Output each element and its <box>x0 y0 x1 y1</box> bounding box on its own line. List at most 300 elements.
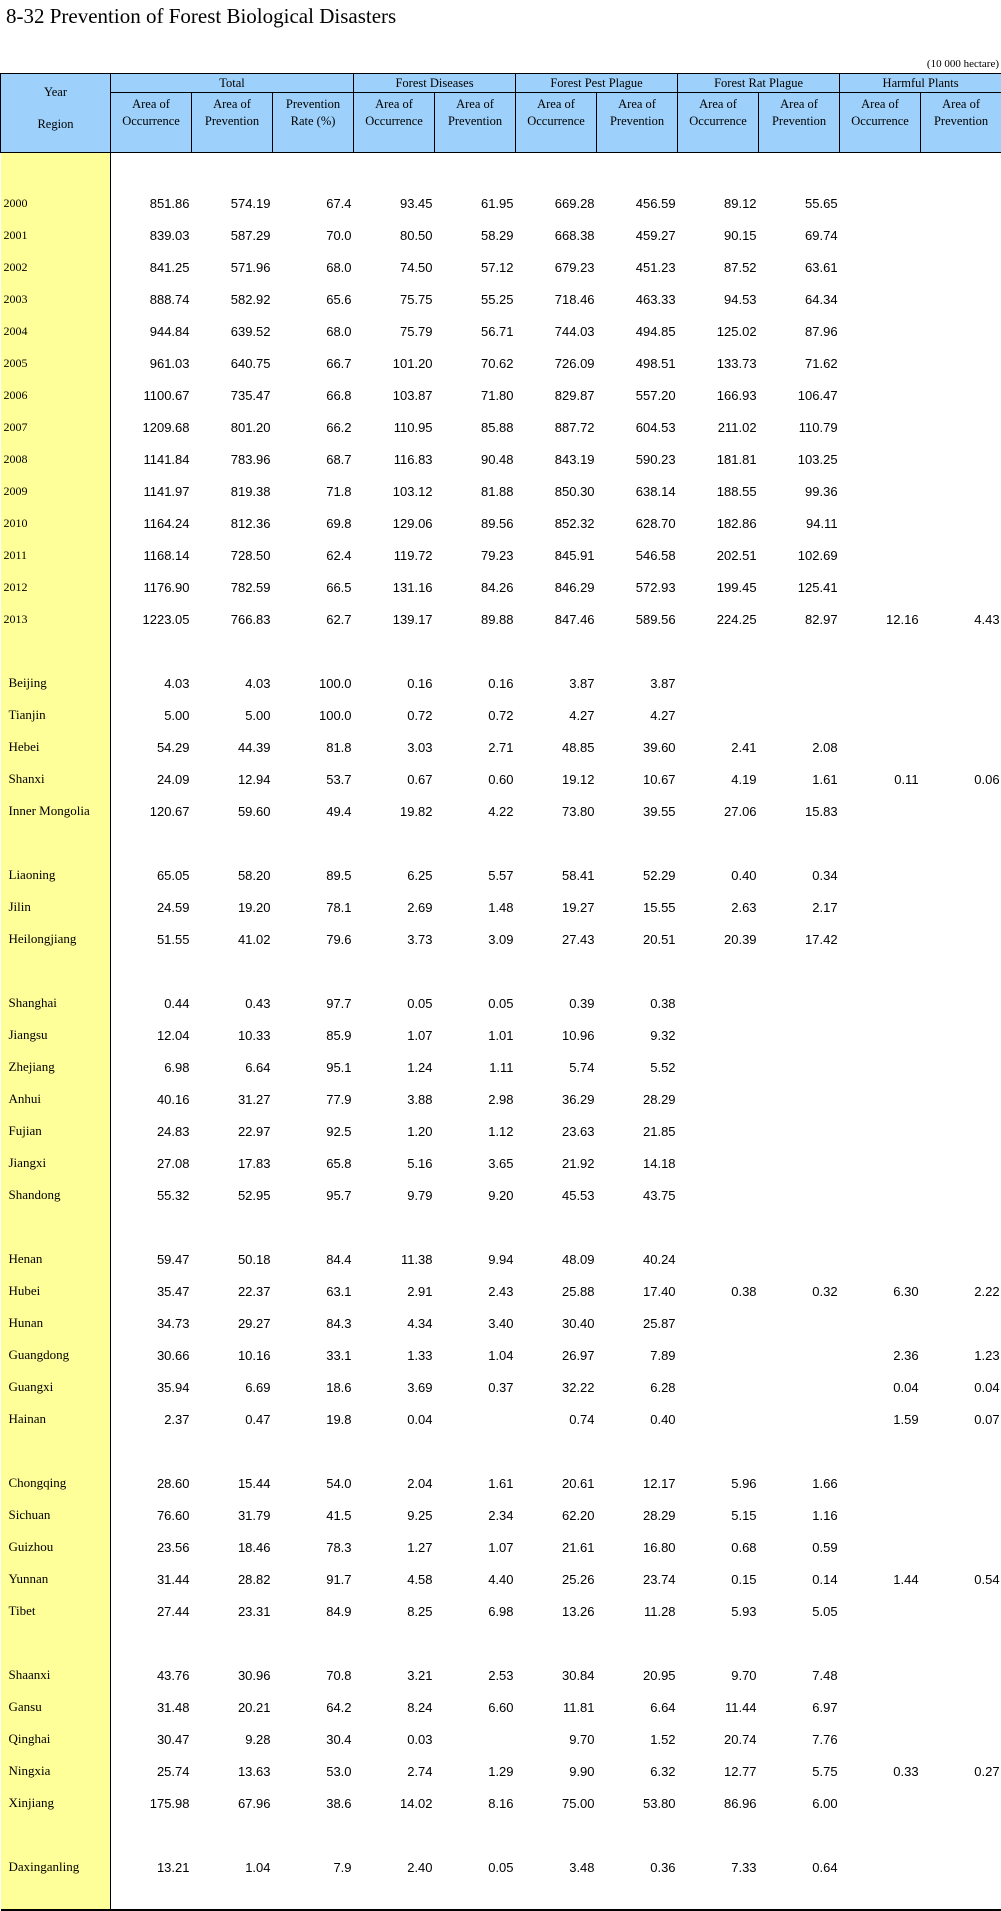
value-cell: 6.25 <box>407 867 433 883</box>
value-cell: 13.63 <box>237 1763 271 1779</box>
value-cell: 89.88 <box>480 611 514 627</box>
value-cell <box>759 987 840 1019</box>
value-cell: 944.84 <box>149 323 190 339</box>
region-row <box>1 1083 1001 1115</box>
value-cell: 94.53 <box>724 291 757 307</box>
region-row <box>1 699 1001 731</box>
value-cell: 24.59 <box>156 899 190 915</box>
value-cell <box>921 795 1001 827</box>
value-cell: 582.92 <box>230 291 271 307</box>
blank-cell <box>840 635 921 667</box>
value-cell <box>840 283 921 315</box>
value-cell: 0.72 <box>407 707 433 723</box>
value-cell: 845.91 <box>554 547 595 563</box>
blank-cell <box>597 1211 678 1243</box>
value-cell: 718.46 <box>554 291 595 307</box>
region-label: Jilin <box>1 891 111 923</box>
region-row <box>1 1403 1001 1435</box>
value-cell: 131.16 <box>392 579 433 595</box>
value-cell: 91.7 <box>326 1571 352 1587</box>
blank-cell <box>354 1819 435 1851</box>
blank-cell <box>840 1883 921 1910</box>
value-cell: 9.70 <box>569 1731 595 1747</box>
value-cell <box>921 1179 1001 1211</box>
value-cell: 87.52 <box>724 259 757 275</box>
value-cell: 89.56 <box>480 515 514 531</box>
value-cell <box>840 1659 921 1691</box>
value-cell: 29.27 <box>237 1315 271 1331</box>
value-cell <box>840 1787 921 1819</box>
value-cell: 0.72 <box>488 707 514 723</box>
group-total: Total <box>111 74 354 93</box>
value-cell: 829.87 <box>554 387 595 403</box>
value-cell: 2.53 <box>488 1667 514 1683</box>
value-cell <box>678 1051 759 1083</box>
value-cell: 3.40 <box>488 1315 514 1331</box>
value-cell: 14.18 <box>643 1155 676 1171</box>
value-cell <box>759 1051 840 1083</box>
value-cell <box>840 1851 921 1883</box>
value-cell: 110.95 <box>393 419 433 435</box>
value-cell <box>840 731 921 763</box>
subheader-cell: Area of Occurrence <box>840 93 921 153</box>
value-cell: 75.79 <box>399 323 433 339</box>
region-label: Shanxi <box>1 763 111 795</box>
blank-cell <box>111 1883 192 1910</box>
value-cell <box>759 1403 840 1435</box>
value-cell: 87.96 <box>805 323 838 339</box>
blank-cell <box>273 1819 354 1851</box>
value-cell: 0.39 <box>569 995 595 1011</box>
value-cell: 0.64 <box>812 1859 838 1875</box>
value-cell: 2.74 <box>407 1763 433 1779</box>
year-label: 2000 <box>1 187 111 219</box>
value-cell: 27.44 <box>156 1603 190 1619</box>
value-cell: 6.00 <box>812 1795 838 1811</box>
region-label: Hunan <box>1 1307 111 1339</box>
value-cell: 84.4 <box>326 1251 352 1267</box>
value-cell: 1.48 <box>488 899 514 915</box>
value-cell: 90.48 <box>480 451 514 467</box>
row-header-blank <box>1 635 111 667</box>
value-cell: 20.21 <box>237 1699 271 1715</box>
year-row <box>1 187 1001 219</box>
value-cell: 0.37 <box>488 1379 514 1395</box>
blank-cell <box>678 1883 759 1910</box>
value-cell: 9.79 <box>407 1187 433 1203</box>
value-cell: 7.48 <box>812 1667 838 1683</box>
disaster-table <box>0 73 1001 1911</box>
value-cell: 22.37 <box>237 1283 271 1299</box>
value-cell: 89.5 <box>326 867 352 883</box>
value-cell: 7.89 <box>650 1347 676 1363</box>
value-cell <box>840 1083 921 1115</box>
value-cell <box>840 987 921 1019</box>
value-cell: 62.4 <box>326 547 352 563</box>
blank-cell <box>111 1435 192 1467</box>
blank-cell <box>597 153 678 188</box>
blank-cell <box>354 1211 435 1243</box>
value-cell: 94.11 <box>805 515 838 531</box>
value-cell: 120.67 <box>149 803 190 819</box>
value-cell: 0.11 <box>894 771 919 787</box>
region-label: Anhui <box>1 1083 111 1115</box>
region-row <box>1 1147 1001 1179</box>
value-cell: 0.03 <box>407 1731 433 1747</box>
value-cell: 78.3 <box>326 1539 352 1555</box>
region-row <box>1 987 1001 1019</box>
year-row <box>1 443 1001 475</box>
row-header-blank <box>1 955 111 987</box>
value-cell: 782.59 <box>230 579 271 595</box>
header-corner <box>1 74 111 153</box>
value-cell: 30.96 <box>237 1667 271 1683</box>
year-label: 2004 <box>1 315 111 347</box>
row-header-blank <box>1 1883 111 1910</box>
value-cell <box>921 347 1001 379</box>
value-cell: 28.82 <box>237 1571 271 1587</box>
value-cell: 640.75 <box>230 355 271 371</box>
value-cell: 9.25 <box>407 1507 433 1523</box>
value-cell: 43.76 <box>156 1667 190 1683</box>
value-cell: 9.20 <box>488 1187 514 1203</box>
value-cell: 27.06 <box>724 803 757 819</box>
value-cell: 9.94 <box>488 1251 514 1267</box>
region-label: Gansu <box>1 1691 111 1723</box>
value-cell: 20.39 <box>724 931 757 947</box>
blank-cell <box>516 827 597 859</box>
value-cell: 2.36 <box>893 1347 919 1363</box>
value-cell <box>840 539 921 571</box>
value-cell: 0.74 <box>569 1411 595 1427</box>
value-cell: 6.69 <box>245 1379 271 1395</box>
value-cell: 18.6 <box>326 1379 352 1395</box>
value-cell: 726.09 <box>554 355 595 371</box>
value-cell: 85.9 <box>326 1027 352 1043</box>
value-cell <box>921 1115 1001 1147</box>
blank-cell <box>678 1819 759 1851</box>
value-cell: 31.44 <box>156 1571 190 1587</box>
value-cell: 6.64 <box>245 1059 271 1075</box>
blank-cell <box>678 1627 759 1659</box>
region-row <box>1 1851 1001 1883</box>
value-cell: 39.55 <box>643 803 676 819</box>
value-cell: 86.96 <box>724 1795 757 1811</box>
value-cell: 12.94 <box>237 771 271 787</box>
value-cell: 11.44 <box>724 1699 757 1715</box>
blank-cell <box>840 153 921 188</box>
region-label: Xinjiang <box>1 1787 111 1819</box>
value-cell: 71.62 <box>805 355 838 371</box>
region-label: Jiangxi <box>1 1147 111 1179</box>
value-cell <box>678 667 759 699</box>
value-cell <box>921 859 1001 891</box>
value-cell: 3.69 <box>407 1379 433 1395</box>
year-label: 2006 <box>1 379 111 411</box>
value-cell: 1.27 <box>407 1539 433 1555</box>
region-label: Tianjin <box>1 699 111 731</box>
blank-cell <box>516 1211 597 1243</box>
value-cell: 27.43 <box>561 931 595 947</box>
spacer-row <box>1 1819 1001 1851</box>
value-cell: 57.12 <box>480 259 514 275</box>
blank-cell <box>273 1435 354 1467</box>
value-cell: 17.42 <box>805 931 838 947</box>
value-cell: 48.09 <box>561 1251 595 1267</box>
value-cell: 494.85 <box>635 323 676 339</box>
value-cell <box>435 1403 516 1435</box>
blank-cell <box>597 1819 678 1851</box>
value-cell: 58.41 <box>561 867 595 883</box>
row-header-blank <box>1 1627 111 1659</box>
value-cell: 78.1 <box>326 899 352 915</box>
value-cell: 0.47 <box>245 1411 271 1427</box>
value-cell: 3.21 <box>407 1667 433 1683</box>
region-row <box>1 1723 1001 1755</box>
group-forest-rat-plague: Forest Rat Plague <box>678 74 840 93</box>
blank-cell <box>273 1211 354 1243</box>
value-cell: 65.05 <box>156 867 190 883</box>
blank-cell <box>759 1211 840 1243</box>
value-cell: 103.87 <box>392 387 433 403</box>
value-cell: 6.60 <box>488 1699 514 1715</box>
blank-cell <box>354 1627 435 1659</box>
value-cell: 95.7 <box>326 1187 352 1203</box>
blank-cell <box>597 1435 678 1467</box>
blank-cell <box>273 827 354 859</box>
group-harmful-plants: Harmful Plants <box>840 74 1001 93</box>
value-cell: 84.26 <box>480 579 514 595</box>
value-cell: 65.6 <box>326 291 352 307</box>
value-cell <box>840 667 921 699</box>
region-label: Guangxi <box>1 1371 111 1403</box>
region-row <box>1 1275 1001 1307</box>
region-row <box>1 763 1001 795</box>
blank-cell <box>840 827 921 859</box>
region-row <box>1 1467 1001 1499</box>
value-cell <box>840 1115 921 1147</box>
region-row <box>1 1787 1001 1819</box>
value-cell: 25.26 <box>561 1571 595 1587</box>
blank-cell <box>759 153 840 188</box>
value-cell: 639.52 <box>230 323 271 339</box>
value-cell: 4.27 <box>569 707 595 723</box>
blank-cell <box>921 635 1001 667</box>
value-cell: 119.72 <box>393 547 433 563</box>
value-cell: 0.05 <box>488 995 514 1011</box>
value-cell: 23.74 <box>643 1571 676 1587</box>
value-cell: 846.29 <box>554 579 595 595</box>
blank-cell <box>759 1819 840 1851</box>
value-cell: 852.32 <box>554 515 595 531</box>
value-cell: 68.7 <box>326 451 352 467</box>
group-forest-diseases: Forest Diseases <box>354 74 516 93</box>
spacer-row <box>1 955 1001 987</box>
value-cell: 728.50 <box>230 547 271 563</box>
value-cell: 850.30 <box>554 483 595 499</box>
value-cell: 70.0 <box>326 227 352 243</box>
value-cell: 1.33 <box>407 1347 433 1363</box>
value-cell: 0.06 <box>974 771 1000 787</box>
value-cell: 3.48 <box>569 1859 595 1875</box>
row-header-blank <box>1 827 111 859</box>
value-cell <box>921 731 1001 763</box>
value-cell <box>840 187 921 219</box>
blank-cell <box>921 1819 1001 1851</box>
value-cell: 0.44 <box>164 995 190 1011</box>
value-cell: 12.77 <box>724 1763 757 1779</box>
value-cell: 10.96 <box>561 1027 595 1043</box>
value-cell: 0.67 <box>407 771 433 787</box>
value-cell: 4.58 <box>407 1571 433 1587</box>
value-cell: 19.27 <box>561 899 595 915</box>
blank-cell <box>597 827 678 859</box>
region-row <box>1 923 1001 955</box>
value-cell <box>840 1243 921 1275</box>
value-cell: 546.58 <box>635 547 676 563</box>
value-cell: 1141.84 <box>143 451 190 467</box>
value-cell: 129.06 <box>392 515 433 531</box>
region-label: Tibet <box>1 1595 111 1627</box>
value-cell: 40.24 <box>643 1251 676 1267</box>
year-row <box>1 315 1001 347</box>
region-row <box>1 731 1001 763</box>
value-cell: 9.90 <box>569 1763 595 1779</box>
value-cell <box>678 1307 759 1339</box>
blank-cell <box>516 1819 597 1851</box>
value-cell <box>921 891 1001 923</box>
spacer-row <box>1 635 1001 667</box>
value-cell <box>759 667 840 699</box>
value-cell: 22.97 <box>237 1123 271 1139</box>
blank-cell <box>111 1211 192 1243</box>
value-cell: 744.03 <box>554 323 595 339</box>
value-cell: 5.74 <box>569 1059 595 1075</box>
value-cell <box>759 699 840 731</box>
value-cell: 55.65 <box>805 195 838 211</box>
value-cell: 28.29 <box>643 1091 676 1107</box>
value-cell: 35.47 <box>156 1283 190 1299</box>
value-cell: 0.54 <box>974 1571 1000 1587</box>
value-cell: 30.47 <box>156 1731 190 1747</box>
value-cell: 0.05 <box>488 1859 514 1875</box>
blank-cell <box>192 1211 273 1243</box>
value-cell <box>840 699 921 731</box>
region-label: Heilongjiang <box>1 923 111 955</box>
region-label: Beijing <box>1 667 111 699</box>
value-cell: 90.15 <box>724 227 757 243</box>
value-cell <box>840 859 921 891</box>
value-cell: 843.19 <box>554 451 595 467</box>
value-cell: 679.23 <box>554 259 595 275</box>
value-cell: 11.28 <box>643 1603 676 1619</box>
value-cell: 53.80 <box>643 1795 676 1811</box>
value-cell: 48.85 <box>561 739 595 755</box>
value-cell: 6.98 <box>164 1059 190 1075</box>
value-cell: 41.02 <box>237 931 271 947</box>
value-cell: 52.95 <box>237 1187 271 1203</box>
value-cell: 23.31 <box>237 1603 271 1619</box>
region-row <box>1 667 1001 699</box>
value-cell: 3.73 <box>407 931 433 947</box>
value-cell <box>921 1019 1001 1051</box>
value-cell: 202.51 <box>716 547 757 563</box>
blank-cell <box>921 955 1001 987</box>
value-cell: 2.98 <box>488 1091 514 1107</box>
value-cell: 13.26 <box>561 1603 595 1619</box>
region-label: Liaoning <box>1 859 111 891</box>
value-cell <box>678 1083 759 1115</box>
value-cell: 1141.97 <box>143 483 190 499</box>
value-cell: 25.74 <box>156 1763 190 1779</box>
blank-cell <box>111 153 192 188</box>
value-cell: 2.37 <box>164 1411 190 1427</box>
value-cell: 53.7 <box>326 771 352 787</box>
value-cell: 5.57 <box>488 867 514 883</box>
value-cell: 58.20 <box>237 867 271 883</box>
value-cell <box>840 379 921 411</box>
value-cell: 84.9 <box>326 1603 352 1619</box>
value-cell <box>921 283 1001 315</box>
value-cell <box>840 1691 921 1723</box>
value-cell: 92.5 <box>326 1123 352 1139</box>
region-label: Ningxia <box>1 1755 111 1787</box>
year-row <box>1 283 1001 315</box>
value-cell: 888.74 <box>149 291 190 307</box>
region-label: Shanghai <box>1 987 111 1019</box>
blank-cell <box>435 1883 516 1910</box>
value-cell: 0.16 <box>488 675 514 691</box>
region-row <box>1 1371 1001 1403</box>
value-cell: 73.80 <box>561 803 595 819</box>
blank-cell <box>192 1819 273 1851</box>
value-cell: 93.45 <box>399 195 433 211</box>
value-cell: 1.52 <box>650 1731 676 1747</box>
value-cell: 55.32 <box>156 1187 190 1203</box>
value-cell: 2.41 <box>731 739 757 755</box>
value-cell: 95.1 <box>326 1059 352 1075</box>
year-label: 2009 <box>1 475 111 507</box>
value-cell: 1.44 <box>893 1571 919 1587</box>
year-row <box>1 603 1001 635</box>
row-header-blank <box>1 1819 111 1851</box>
value-cell <box>921 1691 1001 1723</box>
value-cell: 1164.24 <box>143 515 190 531</box>
value-cell: 26.97 <box>561 1347 595 1363</box>
value-cell: 12.17 <box>643 1475 676 1491</box>
value-cell: 0.04 <box>974 1379 1000 1395</box>
value-cell: 1.07 <box>407 1027 433 1043</box>
value-cell: 3.87 <box>569 675 595 691</box>
value-cell: 9.28 <box>245 1731 271 1747</box>
blank-cell <box>435 1819 516 1851</box>
value-cell <box>678 987 759 1019</box>
value-cell: 2.34 <box>488 1507 514 1523</box>
value-cell: 2.63 <box>731 899 757 915</box>
value-cell <box>678 699 759 731</box>
value-cell <box>921 987 1001 1019</box>
blank-cell <box>192 827 273 859</box>
value-cell <box>921 507 1001 539</box>
value-cell: 25.88 <box>561 1283 595 1299</box>
value-cell: 21.92 <box>561 1155 595 1171</box>
blank-cell <box>435 1211 516 1243</box>
blank-cell <box>921 827 1001 859</box>
value-cell: 51.55 <box>156 931 190 947</box>
value-cell: 451.23 <box>635 259 676 275</box>
value-cell: 15.83 <box>805 803 838 819</box>
value-cell: 102.69 <box>797 547 838 563</box>
